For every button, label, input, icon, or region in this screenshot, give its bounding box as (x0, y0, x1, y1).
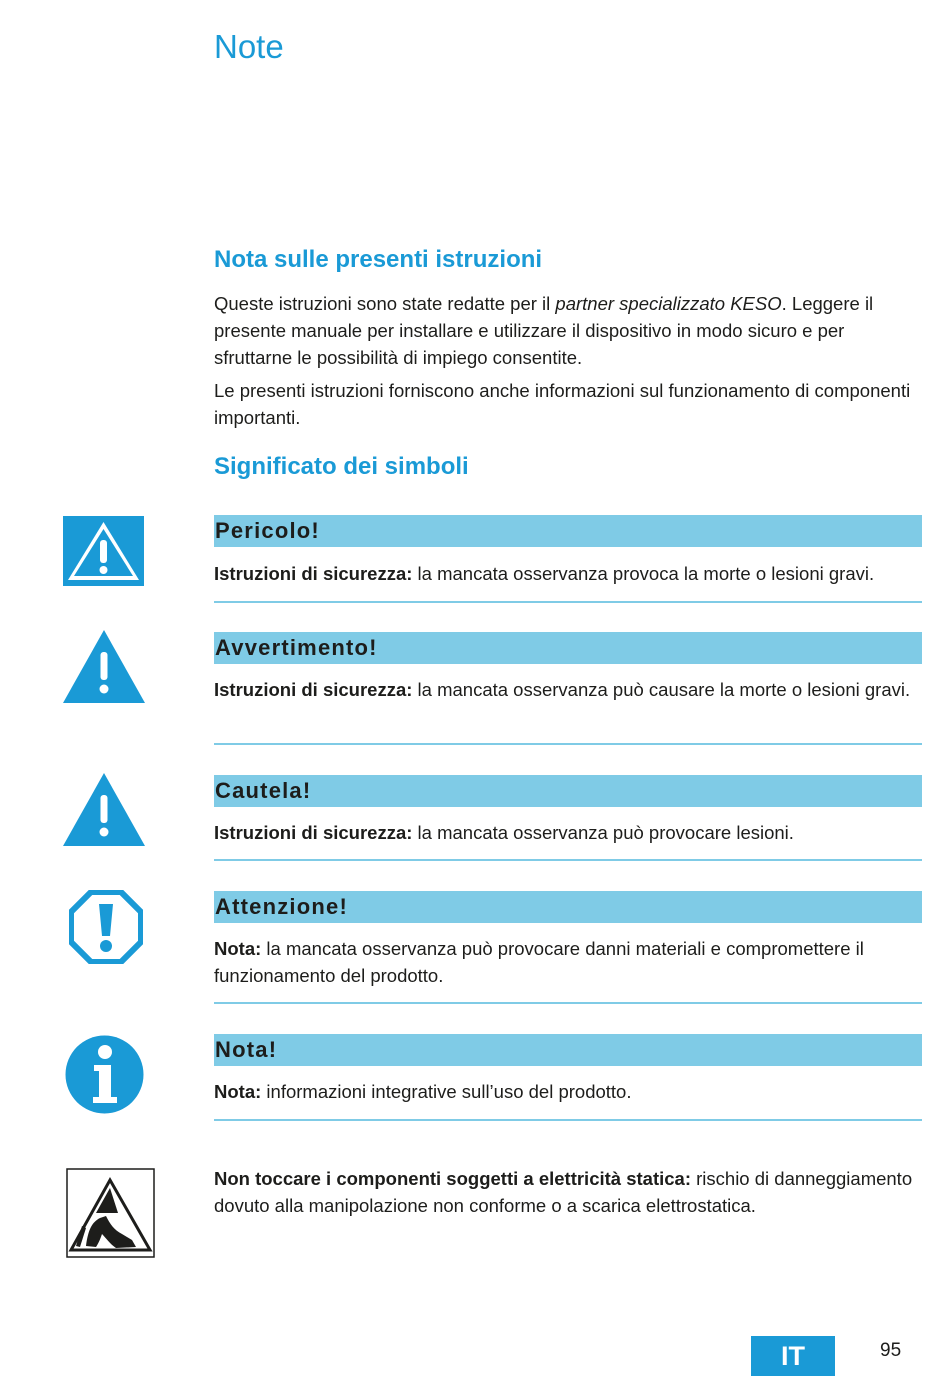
intro-paragraph-1 (214, 290, 914, 371)
section-heading-symbols: Significato dei simboli (214, 453, 469, 480)
symbol-label-warning: Istruzioni di sicurezza: (214, 679, 413, 700)
warning-icon (63, 630, 145, 703)
divider-note (214, 1119, 922, 1121)
symbol-text-attention: la mancata osservanza può provocare danni materiali e compromettere il funzionamento del prodotto. (214, 938, 864, 986)
symbol-description-attention (214, 935, 922, 989)
symbol-text-warning: la mancata osservanza può causare la morte o lesioni gravi. (412, 679, 911, 700)
symbol-description-danger (214, 560, 922, 587)
symbol-label-caution: Istruzioni di sicurezza: (214, 822, 413, 843)
symbol-description-note (214, 1078, 922, 1105)
intro-paragraph-2: Le presenti istruzioni forniscono anche informazioni sul funzionamento di componenti importanti. (214, 380, 911, 428)
symbol-text-caution: la mancata osservanza può provocare lesioni. (412, 822, 794, 843)
symbol-title-attention: Attenzione! (214, 891, 922, 923)
symbol-title-note: Nota! (214, 1034, 922, 1066)
language-tab: IT (751, 1336, 835, 1376)
symbol-label-danger: Istruzioni di sicurezza: (214, 563, 413, 584)
symbol-label-note: Nota: (214, 1081, 262, 1102)
symbol-text-danger: la mancata osservanza provoca la morte o lesioni gravi. (412, 563, 875, 584)
caution-icon (63, 773, 145, 846)
divider-warning (214, 743, 922, 745)
symbol-title-caution: Cautela! (214, 775, 922, 807)
symbol-text-note: informazioni integrative sull’uso del prodotto. (261, 1081, 632, 1102)
attention-octagon-icon (69, 890, 143, 964)
page-number: 95 (880, 1340, 902, 1361)
intro-text-a: Queste istruzioni sono state redatte per il (214, 293, 556, 314)
symbol-description-warning (214, 676, 922, 703)
page-title: Note (214, 28, 284, 65)
intro-text-partner: partner specializzato KESO (555, 293, 782, 314)
symbol-title-warning: Avvertimento! (214, 632, 922, 664)
danger-icon (63, 516, 144, 586)
esd-icon (66, 1168, 155, 1258)
divider-danger (214, 601, 922, 603)
intro-text-b: . Leggere il presente manuale per installare e utilizzare il dispositivo in modo sicuro e per sfruttarne le possibilità di impiego consentite. (214, 293, 874, 368)
esd-description (214, 1165, 922, 1219)
section-heading-instructions: Nota sulle presenti istruzioni (214, 246, 543, 273)
symbol-title-danger: Pericolo! (214, 515, 922, 547)
divider-attention (214, 1002, 922, 1004)
symbol-description-caution (214, 819, 922, 846)
esd-label: Non toccare i componenti soggetti a elettricità statica: (214, 1168, 691, 1189)
divider-caution (214, 859, 922, 861)
esd-text: rischio di danneggiamento dovuto alla manipolazione non conforme o a scarica elettrostatica. (214, 1168, 913, 1216)
symbol-label-attention: Nota: (214, 938, 262, 959)
info-icon (65, 1035, 144, 1114)
